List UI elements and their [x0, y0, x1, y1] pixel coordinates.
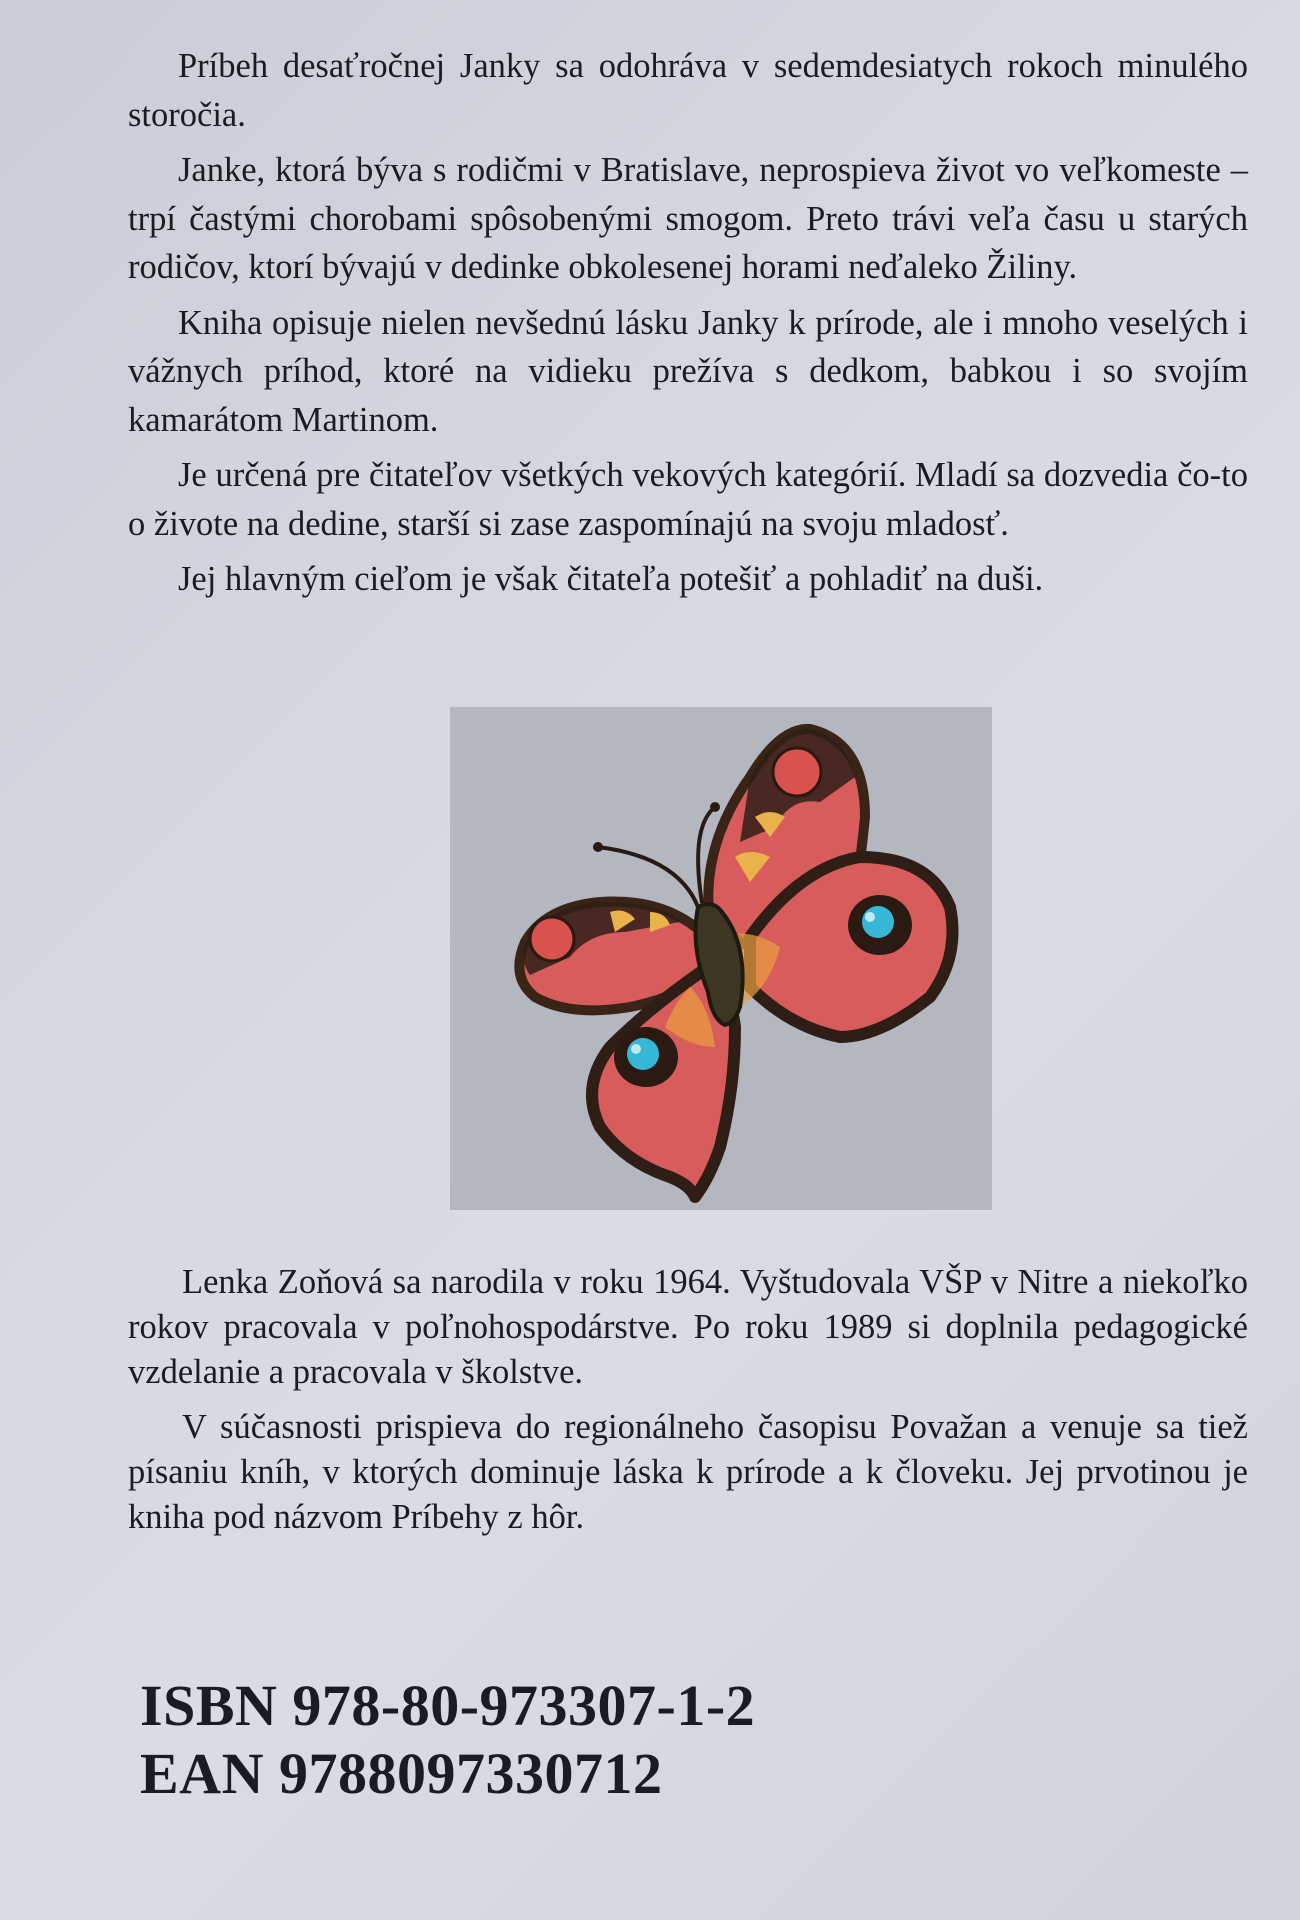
butterfly-illustration: [450, 707, 992, 1210]
isbn-code: ISBN 978-80-973307-1-2: [140, 1673, 756, 1738]
book-codes: [140, 1672, 755, 1808]
butterfly-icon: [450, 707, 992, 1210]
bio-paragraph: V súčasnosti prispieva do regionálneho časopisu Považan a venuje sa tiež písaniu kníh, v ktorých dominuje láska k prírode a k človeku. Jej prvotinou je kniha pod názvom Príbehy z hôr.: [128, 1408, 1248, 1536]
blurb-paragraph: Je určená pre čitateľov všetkých vekových kategórií. Mladí sa dozvedia čo-to o živote na dedine, starší si zase zaspomínajú na svoju mladosť.: [128, 456, 1248, 543]
author-bio: [128, 1260, 1248, 1550]
ean-code: EAN 9788097330712: [140, 1741, 663, 1806]
book-blurb: [128, 42, 1248, 611]
blurb-paragraph: Kniha opisuje nielen nevšednú lásku Janky k prírode, ale i mnoho veselých i vážnych príhod, ktoré na vidieku prežíva s dedkom, babkou i so svojím kamarátom Martinom.: [128, 303, 1248, 439]
blurb-paragraph: Janke, ktorá býva s rodičmi v Bratislave, neprospieva život vo veľkomeste – trpí častými chorobami spôsobenými smogom. Preto trávi veľa času u starých rodičov, ktorí bývajú v dedinke obkolesenej horami neďaleko Žiliny.: [128, 151, 1248, 286]
blurb-paragraph: Príbeh desaťročnej Janky sa odohráva v sedemdesiatych rokoch minulého storočia.: [128, 47, 1248, 134]
blurb-paragraph: Jej hlavným cieľom je však čitateľa potešiť a pohladiť na duši.: [178, 560, 1044, 598]
bio-paragraph: Lenka Zoňová sa narodila v roku 1964. Vyštudovala VŠP v Nitre a niekoľko rokov pracovala v poľnohospodárstve. Po roku 1989 si doplnila pedagogické vzdelanie a pracovala v školstve.: [128, 1263, 1248, 1391]
